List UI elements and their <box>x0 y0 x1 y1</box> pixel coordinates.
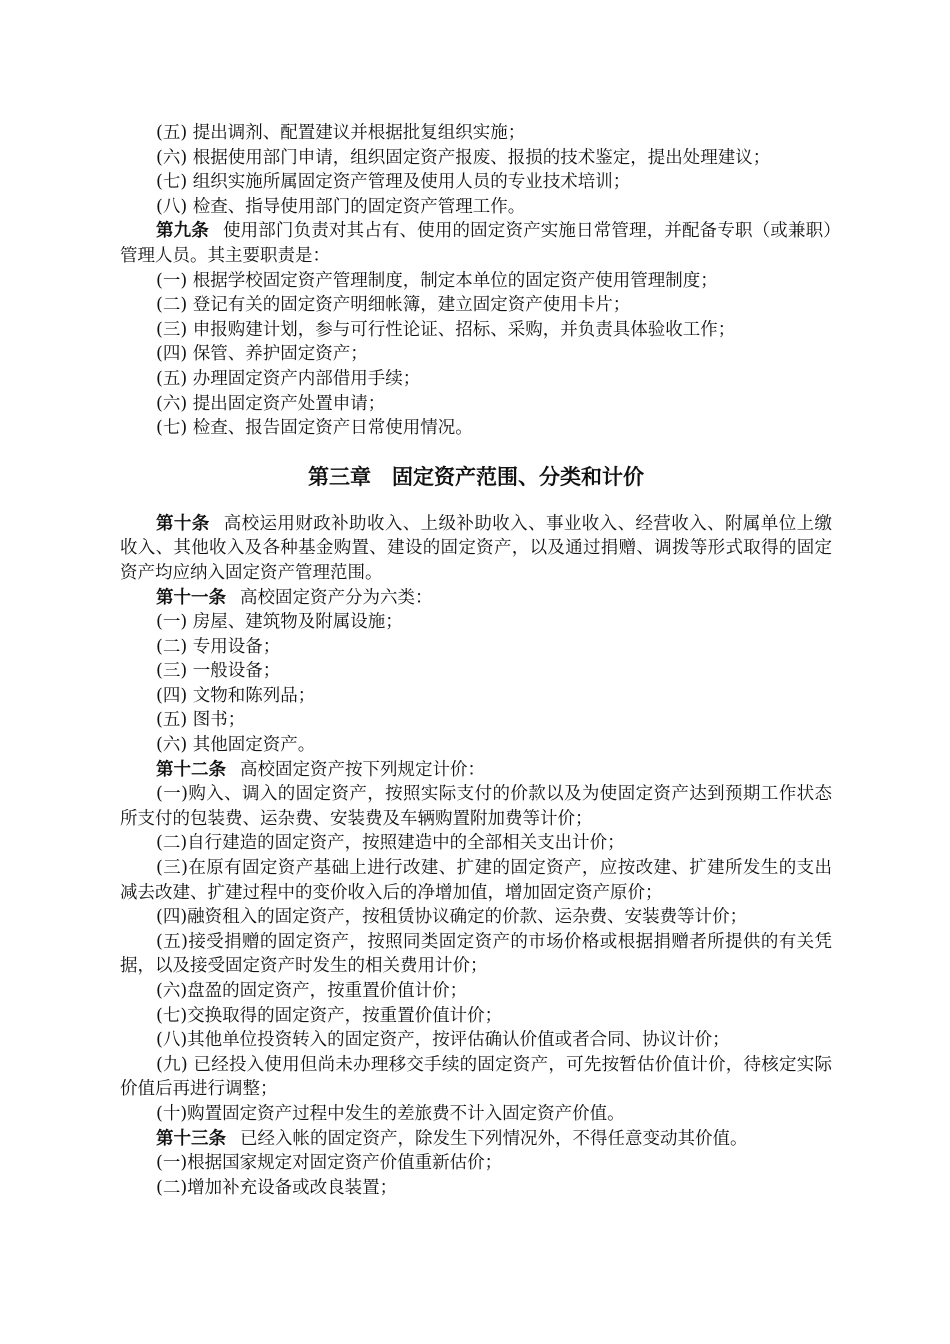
list-item: (七) 组织实施所属固定资产管理及使用人员的专业技术培训； <box>156 172 631 193</box>
list-item: (六) 根据使用部门申请，组织固定资产报废、报损的技术鉴定，提出处理建议； <box>156 147 771 168</box>
article-label: 第十一条 <box>156 587 226 608</box>
article-text: 高校运用财政补助收入、上级补助收入、事业收入、经营收入、附属单位上缴收入、其他收入及各种基金购置、建设的固定资产，以及通过捐赠、调拨等形式取得的固定资产均应纳入固定资产管理范围。 <box>120 513 833 583</box>
list-item: (一) 房屋、建筑物及附属设施； <box>156 612 403 633</box>
article-12 <box>120 758 832 783</box>
list-item: (一)购入、调入的固定资产，按照实际支付的价款以及为使固定资产达到预期工作状态所支付的包装费、运杂费、安装费及车辆购置附加费等计价； <box>120 784 832 829</box>
list-item: (十)购置固定资产过程中发生的差旅费不计入固定资产价值。 <box>156 1103 625 1124</box>
article-text: 高校固定资产分为六类： <box>240 587 433 608</box>
list-item: (四) 文物和陈列品； <box>156 685 316 706</box>
document-page <box>120 121 832 1200</box>
article-11 <box>120 586 832 611</box>
chapter-heading: 第三章 固定资产范围、分类和计价 <box>308 464 644 489</box>
list-item: (八) 检查、指导使用部门的固定资产管理工作。 <box>156 196 526 217</box>
list-item: (五)接受捐赠的固定资产，按照同类固定资产的市场价格或根据捐赠者所提供的有关凭据，以及接受固定资产时发生的相关费用计价； <box>120 931 832 977</box>
article-text: 使用部门负责对其占有、使用的固定资产实施日常管理，并配备专职（或兼职）管理人员。其主要职责是： <box>120 221 832 266</box>
article-label: 第十三条 <box>156 1128 226 1149</box>
list-item: (三) 一般设备； <box>156 661 281 682</box>
list-item: (四)融资租入的固定资产，按租赁协议确定的价款、运杂费、安装费等计价； <box>156 907 748 928</box>
article-13 <box>120 1127 832 1152</box>
article-text: 已经入帐的固定资产，除发生下列情况外，不得任意变动其价值。 <box>240 1128 748 1149</box>
list-item: (二) 登记有关的固定资产明细帐簿，建立固定资产使用卡片； <box>156 295 631 316</box>
list-item: (六) 提出固定资产处置申请； <box>156 393 386 414</box>
article-label: 第九条 <box>156 221 209 242</box>
list-item: (五) 提出调剂、配置建议并根据批复组织实施； <box>156 123 526 143</box>
article-label: 第十条 <box>156 513 210 534</box>
list-item: (一)根据国家规定对固定资产价值重新估价； <box>156 1153 503 1174</box>
list-item: (一) 根据学校固定资产管理制度，制定本单位的固定资产使用管理制度； <box>156 270 718 291</box>
list-item: (三)在原有固定资产基础上进行改建、扩建的固定资产，应按改建、扩建所发生的支出减去改建、扩建过程中的变价收入后的净增加值，增加固定资产原价； <box>120 858 832 903</box>
article-label: 第十二条 <box>156 759 226 780</box>
article-text: 高校固定资产按下列规定计价： <box>240 759 485 780</box>
list-item: (二)增加补充设备或改良装置； <box>156 1177 398 1198</box>
list-item: (八)其他单位投资转入的固定资产，按评估确认价值或者合同、协议计价； <box>156 1030 730 1051</box>
list-item: (二)自行建造的固定资产，按照建造中的全部相关支出计价； <box>156 833 625 854</box>
list-item: (四) 保管、养护固定资产； <box>156 344 368 365</box>
list-item: (九) 已经投入使用但尚未办理移交手续的固定资产，可先按暂估价值计价，待核定实际价值后再进行调整； <box>120 1054 832 1100</box>
list-item: (三) 申报购建计划，参与可行性论证、招标、采购，并负责具体验收工作； <box>156 319 736 340</box>
list-item: (七)交换取得的固定资产，按重置价值计价； <box>156 1005 503 1026</box>
list-item: (六) 其他固定资产。 <box>156 735 316 756</box>
article-9 <box>120 219 832 268</box>
list-item: (七) 检查、报告固定资产日常使用情况。 <box>156 418 473 439</box>
list-item: (六)盘盈的固定资产，按重置价值计价； <box>156 981 468 1001</box>
list-item: (五) 办理固定资产内部借用手续； <box>156 368 421 389</box>
list-item: (二) 专用设备； <box>156 636 281 657</box>
list-item: (五) 图书； <box>156 710 246 731</box>
article-10 <box>120 512 832 586</box>
